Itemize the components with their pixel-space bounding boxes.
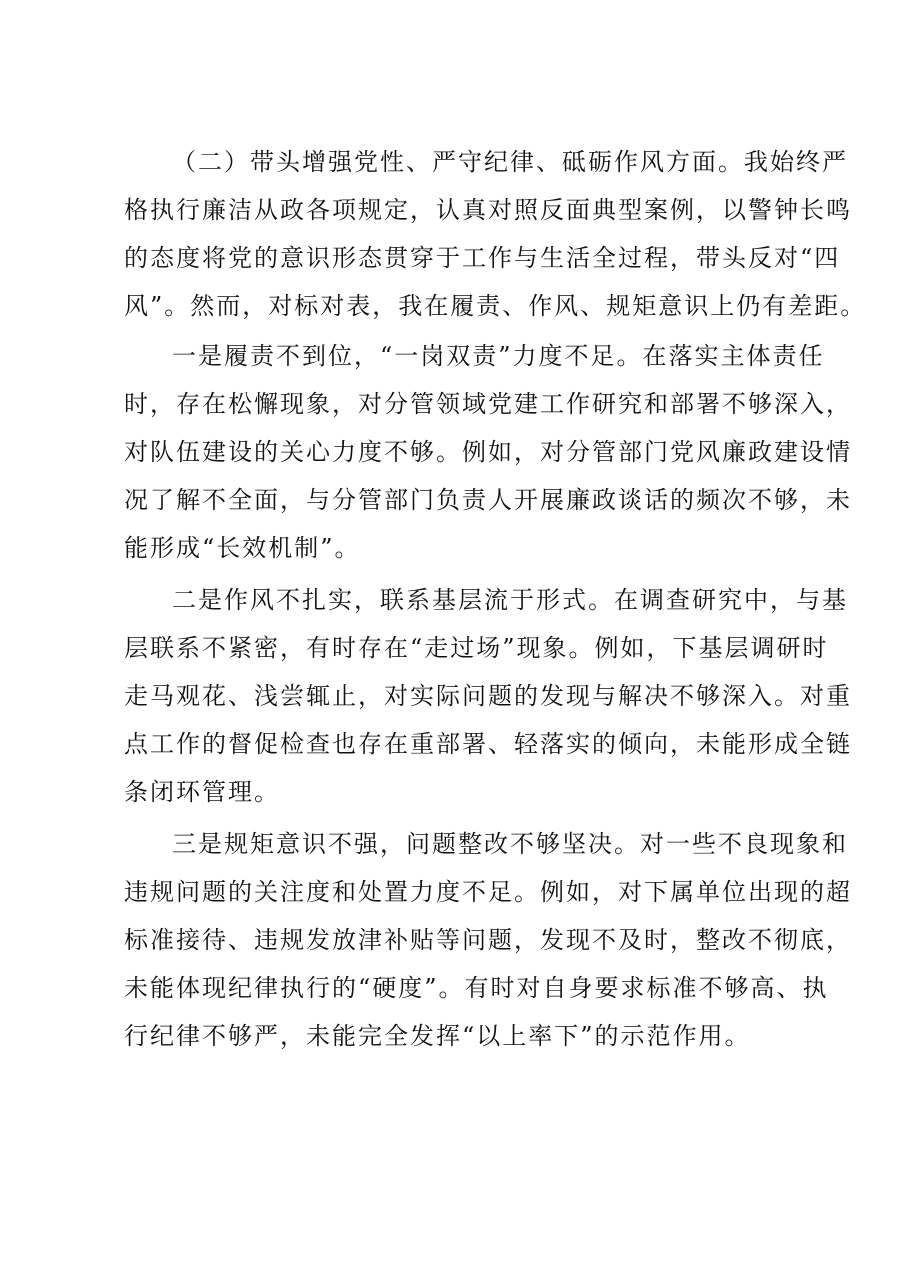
paragraph-2-line-2: 时，存在松懈现象，对分管领域党建工作研究和部署不够深入， — [124, 390, 852, 418]
paragraph-1-line-1: （二）带头增强党性、严守纪律、砥砺作风方面。我始终严 — [172, 148, 848, 176]
paragraph-1-line-4: 风”。然而，对标对表，我在履责、作风、规矩意识上仍有差距。 — [124, 292, 867, 320]
paragraph-4-line-3: 标准接待、违规发放津补贴等问题，发现不及时，整改不彻底， — [124, 926, 852, 954]
paragraph-4-line-5: 行纪律不够严，未能完全发挥“以上率下”的示范作用。 — [124, 1022, 751, 1050]
paragraph-2-line-3: 对队伍建设的关心力度不够。例如，对分管部门党风廉政建设情 — [124, 438, 852, 466]
paragraph-1-line-3: 的态度将党的意识形态贯穿于工作与生活全过程，带头反对“四 — [124, 244, 841, 272]
paragraph-3-line-3: 走马观花、浅尝辄止，对实际问题的发现与解决不够深入。对重 — [124, 682, 852, 710]
paragraph-4-line-4: 未能体现纪律执行的“硬度”。有时对自身要求标准不够高、执 — [124, 974, 829, 1002]
paragraph-3-line-4: 点工作的督促检查也存在重部署、轻落实的倾向，未能形成全链 — [124, 730, 852, 758]
paragraph-3-line-1: 二是作风不扎实，联系基层流于形式。在调查研究中，与基 — [172, 586, 848, 614]
paragraph-3-line-2: 层联系不紧密，有时存在“走过场”现象。例如，下基层调研时 — [124, 634, 829, 662]
paragraph-4-line-2: 违规问题的关注度和处置力度不足。例如，对下属单位出现的超 — [124, 878, 852, 906]
paragraph-2-line-4: 况了解不全面，与分管部门负责人开展廉政谈话的频次不够，未 — [124, 486, 852, 514]
paragraph-2-line-1: 一是履责不到位，“一岗双责”力度不足。在落实主体责任 — [172, 342, 825, 370]
paragraph-3-line-5: 条闭环管理。 — [124, 778, 280, 806]
paragraph-2-line-5: 能形成“长效机制”。 — [124, 534, 361, 562]
paragraph-1-line-2: 格执行廉洁从政各项规定，认真对照反面典型案例，以警钟长鸣 — [124, 196, 852, 224]
paragraph-4-line-1: 三是规矩意识不强，问题整改不够坚决。对一些不良现象和 — [172, 830, 848, 858]
